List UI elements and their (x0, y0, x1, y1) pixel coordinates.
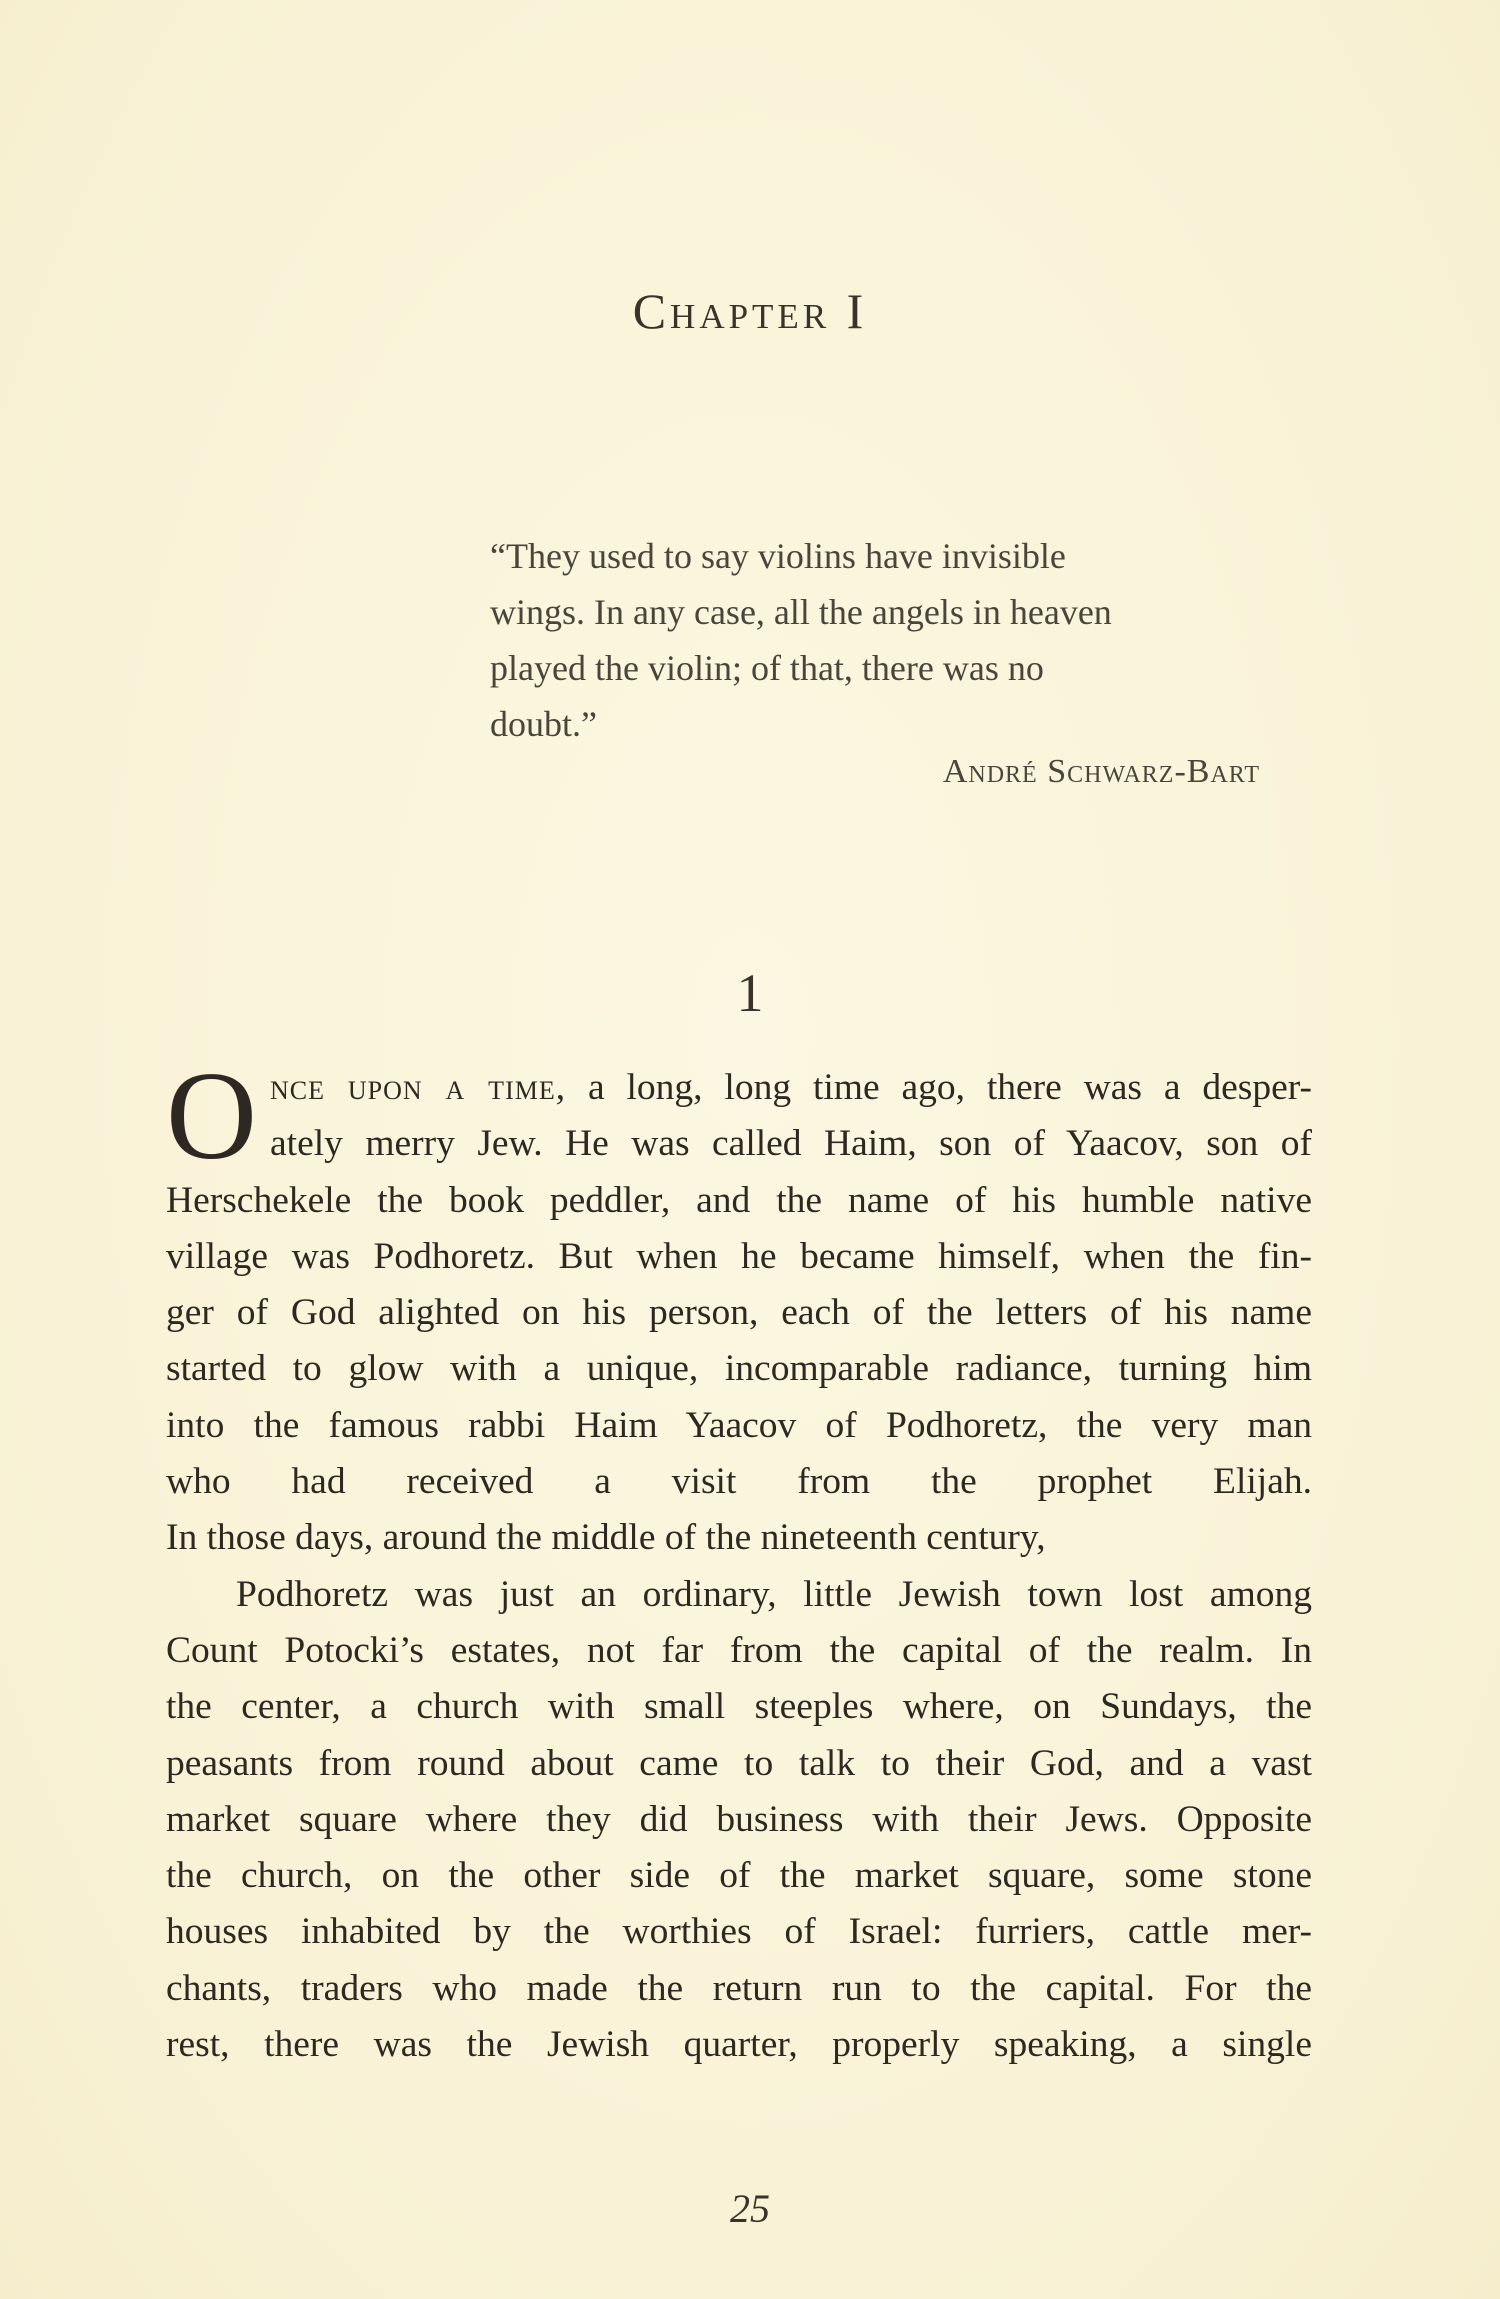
drop-cap: O (166, 1047, 257, 1186)
epigraph-line: “They used to say violins have invisible (490, 536, 1066, 576)
opening-line-rest: a long, long time ago, there was a desper- (566, 1067, 1313, 1108)
body-line: the center, a church with small steeples where, on Sundays, the (166, 1686, 1312, 1728)
body-line: ger of God alighted on his person, each of the letters of his name (166, 1292, 1312, 1334)
body-line: ately merry Jew. He was called Haim, son of Yaacov, son of (270, 1123, 1312, 1165)
body-line: into the famous rabbi Haim Yaacov of Podhoretz, the very man (166, 1404, 1312, 1446)
epigraph-author: André Schwarz-Bart (942, 753, 1260, 790)
body-line: started to glow with a unique, incomparable radiance, turning him (166, 1348, 1312, 1390)
body-line: the church, on the other side of the market square, some stone (166, 1855, 1312, 1897)
body-line: market square where they did business with their Jews. Opposite (166, 1798, 1312, 1840)
body-text (166, 1047, 1313, 2073)
body-line: rest, there was the Jewish quarter, properly speaking, a single (166, 2024, 1312, 2066)
body-line: In those days, around the middle of the nineteenth century, (166, 1517, 1046, 1559)
body-line: Herschekele the book peddler, and the name of his humble native (166, 1179, 1312, 1221)
opening-small-caps: nce upon a time, (270, 1067, 567, 1108)
body-line: village was Podhoretz. But when he became himself, when the fin- (166, 1235, 1312, 1277)
body-line: peasants from round about came to talk to their God, and a vast (166, 1742, 1312, 1784)
body-line: chants, traders who made the return run to the capital. For the (166, 1967, 1312, 2009)
epigraph-line: wings. In any case, all the angels in heaven (490, 592, 1112, 632)
page-number: 25 (730, 2186, 770, 2231)
body-line: Podhoretz was just an ordinary, little Jewish town lost among (236, 1573, 1312, 1615)
body-line: Count Potocki’s estates, not far from the capital of the realm. In (166, 1629, 1312, 1671)
epigraph-line: doubt.” (490, 704, 597, 744)
epigraph-quote (490, 528, 1280, 752)
epigraph-line: played the violin; of that, there was no (490, 648, 1044, 688)
body-line: houses inhabited by the worthies of Israel: furriers, cattle mer- (166, 1911, 1312, 1953)
body-line (166, 1060, 1312, 1116)
chapter-title: Chapter I (632, 283, 868, 339)
body-line: who had received a visit from the prophet Elijah. (166, 1461, 1312, 1503)
section-number: 1 (736, 963, 764, 1023)
